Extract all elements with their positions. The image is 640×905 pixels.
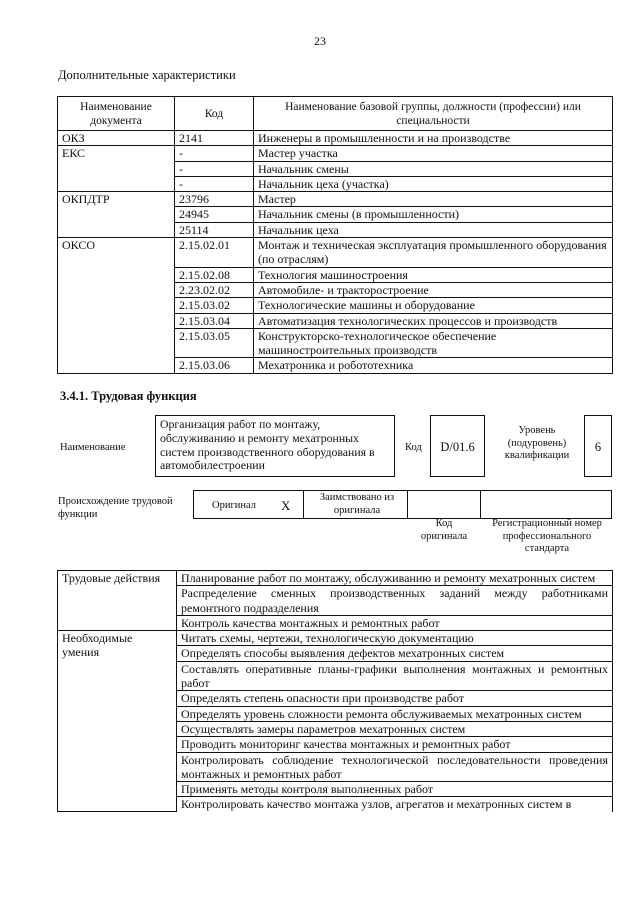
divider	[407, 490, 408, 519]
original-label: Оригинал	[212, 500, 256, 511]
name-cell: Конструкторско-технологическое обеспечение машиностроительных производств	[254, 328, 613, 358]
divider	[303, 490, 304, 519]
code-cell: -	[175, 161, 254, 176]
function-name-value: Организация работ по монтажу, обслуживанию и ремонту мехатронных систем производственного оборудования в автомобилестроении	[155, 415, 395, 477]
skill-item: Контролировать соблюдение технологической последовательности проведения монтажных и ремонтных работ	[177, 752, 613, 782]
action-item: Планирование работ по монтажу, обслуживанию и ремонту мехатронных систем	[177, 571, 613, 586]
name-label: Наименование	[60, 442, 126, 453]
action-item: Распределение сменных производственных заданий между работниками ремонтного подразделения	[177, 586, 613, 616]
code-cell: 24945	[175, 207, 254, 222]
header-document: Наименование документа	[58, 97, 175, 131]
skill-item: Определять уровень сложности ремонта обслуживаемых мехатронных систем	[177, 706, 613, 721]
doc-cell: ЕКС	[58, 146, 175, 192]
level-label: Уровень (подуровень) квалификации	[504, 425, 570, 461]
code-original-label: Код оригинала	[420, 518, 468, 542]
name-cell: Начальник смены (в промышленности)	[254, 207, 613, 222]
name-cell: Автомобиле- и тракторостроение	[254, 282, 613, 297]
code-cell: 2141	[175, 131, 254, 146]
level-value: 6	[584, 415, 612, 477]
labor-functions-table	[57, 570, 613, 812]
code-cell: 2.15.03.05	[175, 328, 254, 358]
name-cell: Мастер участка	[254, 146, 613, 161]
section-label: Необходимые умения	[58, 631, 177, 812]
reg-number-label: Регистрационный номер профессионального стандарта	[492, 518, 602, 554]
function-code-value: D/01.6	[430, 415, 485, 477]
skill-item: Контролировать качество монтажа узлов, агрегатов и мехатронных систем в	[177, 797, 613, 812]
name-cell: Начальник цеха (участка)	[254, 176, 613, 191]
code-cell: 2.15.03.06	[175, 358, 254, 373]
code-cell: -	[175, 146, 254, 161]
header-code: Код	[175, 97, 254, 131]
section-label: Трудовые действия	[58, 571, 177, 631]
name-cell: Мастер	[254, 192, 613, 207]
original-mark: X	[281, 498, 291, 513]
code-cell: 2.23.02.02	[175, 282, 254, 297]
additional-characteristics-title: Дополнительные характеристики	[58, 68, 236, 82]
code-cell: 2.15.02.08	[175, 267, 254, 282]
doc-cell: ОКПДТР	[58, 192, 175, 238]
skill-item: Проводить мониторинг качества монтажных и ремонтных работ	[177, 737, 613, 752]
doc-cell: ОКЗ	[58, 131, 175, 146]
doc-cell: ОКСО	[58, 238, 175, 374]
page-number: 23	[314, 34, 326, 48]
skill-item: Осуществлять замеры параметров мехатронных систем	[177, 721, 613, 736]
name-cell: Инженеры в промышленности и на производстве	[254, 131, 613, 146]
divider	[480, 490, 481, 519]
skill-item: Применять методы контроля выполненных работ	[177, 782, 613, 797]
name-cell: Начальник смены	[254, 161, 613, 176]
name-cell: Технологические машины и оборудование	[254, 298, 613, 313]
name-cell: Технология машиностроения	[254, 267, 613, 282]
skill-item: Определять способы выявления дефектов мехатронных систем	[177, 646, 613, 661]
name-cell: Автоматизация технологических процессов и производств	[254, 313, 613, 328]
header-group-name: Наименование базовой группы, должности (профессии) или специальности	[254, 97, 613, 131]
name-cell: Начальник цеха	[254, 222, 613, 237]
code-cell: 2.15.03.02	[175, 298, 254, 313]
code-cell: 23796	[175, 192, 254, 207]
name-cell: Монтаж и техническая эксплуатация промышленного оборудования (по отраслям)	[254, 238, 613, 268]
code-cell: 2.15.03.04	[175, 313, 254, 328]
code-cell: 2.15.02.01	[175, 238, 254, 268]
function-heading: 3.4.1. Трудовая функция	[60, 389, 197, 403]
code-label: Код	[405, 442, 422, 453]
name-cell: Мехатроника и робототехника	[254, 358, 613, 373]
origin-label: Происхождение трудовой функции	[58, 496, 173, 520]
skill-item: Читать схемы, чертежи, технологическую документацию	[177, 631, 613, 646]
skill-item: Составлять оперативные планы-графики выполнения монтажных и ремонтных работ	[177, 661, 613, 691]
borrowed-label: Заимствовано из оригинала	[319, 492, 395, 516]
skill-item: Определять степень опасности при производстве работ	[177, 691, 613, 706]
code-cell: -	[175, 176, 254, 191]
code-cell: 25114	[175, 222, 254, 237]
additional-characteristics-table	[57, 96, 613, 374]
action-item: Контроль качества монтажных и ремонтных работ	[177, 615, 613, 630]
